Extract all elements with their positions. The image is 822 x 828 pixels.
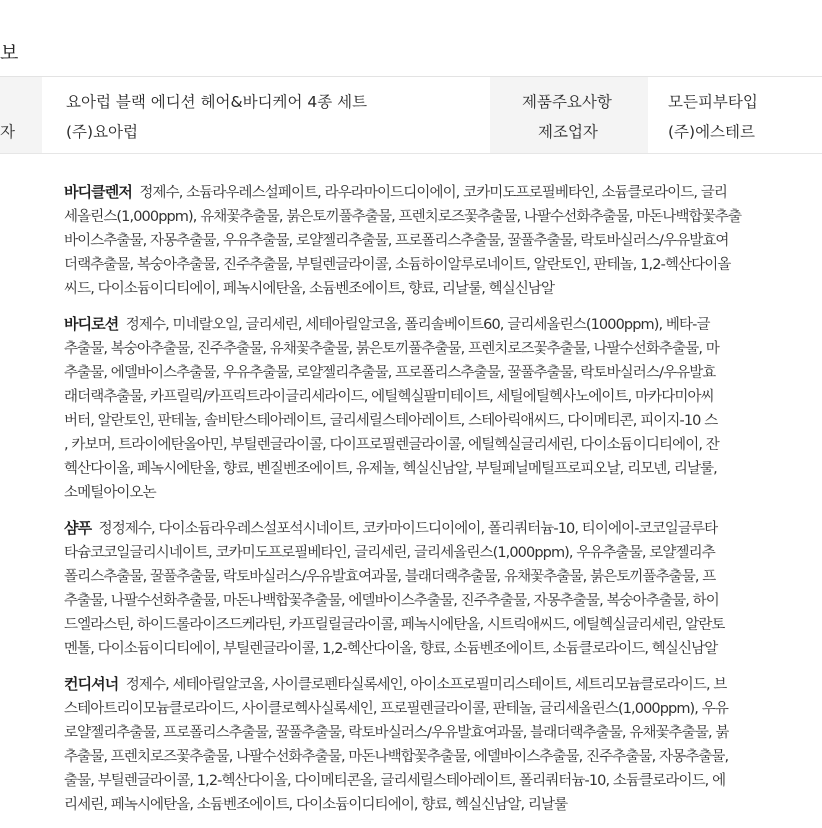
- product-ingredients: [64, 180, 822, 301]
- product-ingredient-name: 샴푸: [64, 519, 92, 537]
- product-info-table: [0, 77, 822, 153]
- product-ingredients: [64, 312, 822, 505]
- ingredient-line: 폴리스추출물, 꿀풀추출물, 락토바실러스/우유발효여과물, 블래더랙추출물, 유채꽃추출물, 붉은토끼풀추출물, 프: [64, 569, 716, 585]
- ingredient-line: , 카보머, 트라이에탄올아민, 부틸렌글라이콜, 다이프로필렌글라이콜, 에틸헥실글리세린, 다이소듐이디티에이, 잔: [64, 437, 719, 453]
- section-header: [0, 0, 822, 77]
- section-title: 보: [0, 42, 19, 64]
- ingredient-line: 추출물, 나팔수선화추출물, 마돈나백합꽃추출물, 에델바이스추출물, 진주추출물, 자몽추출물, 복숭아추출물, 하이: [64, 593, 719, 609]
- ingredient-line: 더랙추출물, 복숭아추출물, 진주추출물, 부틸렌글라이콜, 소듐하이알루로네이트, 알란토인, 판테놀, 1,2-헥산다이올: [64, 257, 731, 273]
- ingredient-line: 바이스추출물, 자몽추출물, 우유추출물, 로얄젤리추출물, 프로폴리스추출물, 꿀풀추출물, 락토바실러스/우유발효여: [64, 233, 729, 249]
- ingredient-line: 추출물, 복숭아추출물, 진주추출물, 유채꽃추출물, 붉은토끼풀추출물, 프렌치로즈꽃추출물, 나팔수선화추출물, 마: [64, 341, 719, 357]
- label-column-mid: [490, 77, 648, 153]
- ingredient-line: 타슘코코일글리시네이트, 코카미도프로필베타인, 글리세린, 글리세올린스(1,000ppm), 우유추출물, 로얄젤리추: [64, 545, 715, 561]
- ingredient-line: 추출물, 프렌치로즈꽃추출물, 나팔수선화추출물, 마돈나백합꽃추출물, 에델바이스추출물, 진주추출물, 자몽추출물,: [64, 749, 729, 765]
- product-ingredient-name: 바디클렌저: [64, 183, 132, 201]
- label-main-use: 제품주요사항: [522, 93, 612, 111]
- ingredient-line: 래더랙추출물, 카프릴릭/카프릭트라이글리세라이드, 에틸헥실팔미테이트, 세틸에틸헥사노에이트, 마카다미아씨: [64, 389, 714, 405]
- product-ingredients: [64, 672, 822, 817]
- ingredient-line: 컨디셔너 정제수, 세테아릴알코올, 사이클로펜타실록세인, 아이소프로필미리스테이트, 세트리모늄클로라이드, 브: [64, 675, 727, 693]
- ingredient-line: 출물, 부틸렌글라이콜, 1,2-헥산다이올, 다이메티콘올, 글리세릴스테아레이트, 폴리쿼터늄-10, 소듐클로라이드, 에: [64, 773, 726, 789]
- label-manufacturer: 제조업자: [538, 123, 598, 141]
- product-ingredient-name: 바디로션: [64, 315, 119, 333]
- ingredient-line: 씨드, 다이소듐이디티에이, 페녹시에탄올, 소듐벤조에이트, 향료, 리날룰, 헥실신남알: [64, 281, 555, 297]
- ingredient-line: 로얄젤리추출물, 프로폴리스추출물, 꿀풀추출물, 락토바실러스/우유발효여과물, 블래더랙추출물, 유채꽃추출물, 붉: [64, 725, 729, 741]
- left-label-fragment: 자: [0, 123, 15, 141]
- ingredients-list: [64, 180, 822, 828]
- ingredient-line: 리세린, 페녹시에탄올, 소듐벤조에이트, 다이소듐이디티에이, 향료, 헥실신남알, 리날룰: [64, 797, 568, 813]
- product-ingredient-name: 컨디셔너: [64, 675, 119, 693]
- value-manufacturer: (주)에스테르: [668, 123, 755, 141]
- ingredient-line: 버터, 알란토인, 판테놀, 솔비탄스테아레이트, 글리세릴스테아레이트, 스테아릭애씨드, 다이메티콘, 피이지-10 스: [64, 413, 718, 429]
- divider: [0, 153, 822, 154]
- label-column-left: [0, 77, 42, 153]
- maker-name: (주)요아럽: [66, 123, 138, 141]
- ingredient-line: 바디클렌저 정제수, 소듐라우레스설페이트, 라우라마이드디이에이, 코카미도프로필베타인, 소듐클로라이드, 글리: [64, 183, 727, 201]
- ingredient-line: 바디로션 정제수, 미네랄오일, 글리세린, 세테아릴알코올, 폴리솔베이트60, 글리세올린스(1000ppm), 베타-글: [64, 315, 710, 333]
- ingredient-line: 드엘라스틴, 하이드롤라이즈드케라틴, 카프릴릴글라이콜, 페녹시에탄올, 시트릭애씨드, 에틸헥실글리세린, 알란토: [64, 617, 725, 633]
- ingredient-line: 샴푸 정정제수, 다이소듐라우레스설포석시네이트, 코카마이드디이에이, 폴리쿼터늄-10, 티이에이-코코일글루타: [64, 519, 718, 537]
- ingredient-line: 헥산다이올, 페녹시에탄올, 향료, 벤질벤조에이트, 유제놀, 헥실신남알, 부틸페닐메틸프로피오날, 리모넨, 리날룰,: [64, 461, 717, 477]
- product-name: 요아럽 블랙 에디션 헤어&바디케어 4종 세트: [66, 93, 368, 111]
- ingredient-line: 소메틸아이오논: [64, 485, 156, 501]
- ingredient-line: 세올린스(1,000ppm), 유채꽃추출물, 붉은토끼풀추출물, 프렌치로즈꽃추출물, 나팔수선화추출물, 마돈나백합꽃추출: [64, 209, 742, 225]
- ingredient-line: 멘톨, 다이소듐이디티에이, 부틸렌글라이콜, 1,2-헥산다이올, 향료, 소듐벤조에이트, 소듐클로라이드, 헥실신남알: [64, 641, 718, 657]
- ingredient-line: 추출물, 에델바이스추출물, 우유추출물, 로얄젤리추출물, 프로폴리스추출물, 꿀풀추출물, 락토바실러스/우유발효: [64, 365, 716, 381]
- product-ingredients: [64, 516, 822, 661]
- ingredient-line: 스테아트리이모늄클로라이드, 사이클로헥사실록세인, 프로필렌글라이콜, 판테놀, 글리세올린스(1,000ppm), 우유: [64, 701, 728, 717]
- value-main-use: 모든피부타입: [668, 93, 758, 111]
